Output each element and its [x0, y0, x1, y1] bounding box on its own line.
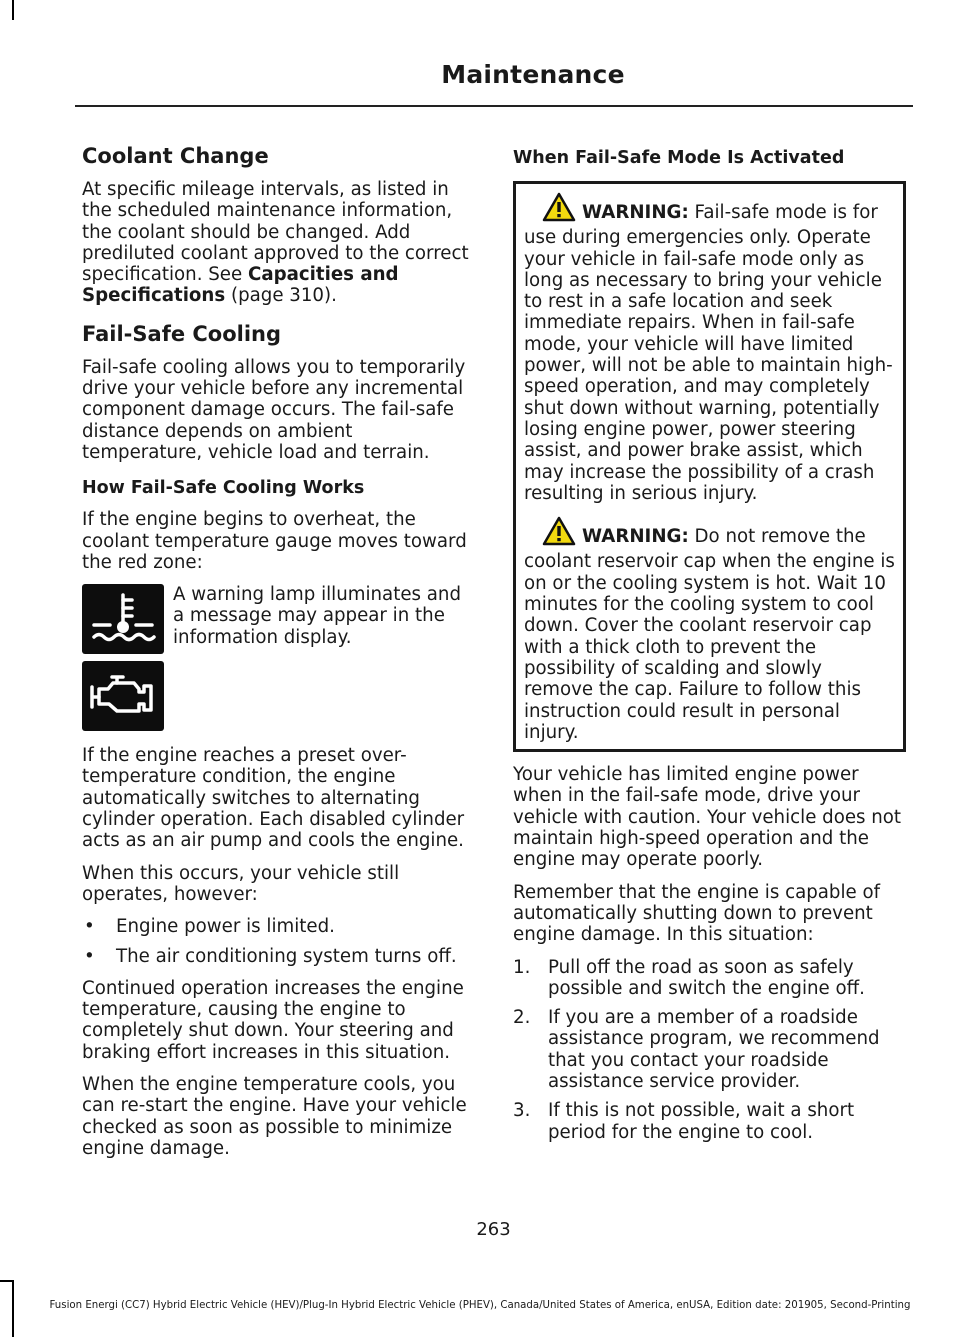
warning-label: WARNING: — [582, 526, 689, 548]
right-column — [513, 143, 906, 1151]
header-divider — [75, 105, 913, 107]
list-item: • The air conditioning system turns off. — [82, 946, 475, 967]
list-item: 1. Pull off the road as soon as safely possible and switch the engine off. — [513, 956, 865, 999]
warning-item — [524, 192, 895, 504]
coolant-change-heading: Coolant Change — [82, 144, 269, 168]
list-item: 2. If you are a member of a roadside assistance program, we recommend that you contact your roadside assistance service provider. — [513, 1007, 880, 1092]
limited-power-paragraph: Your vehicle has limited engine power when in the fail-safe mode, drive your vehicle with caution. Your vehicle does not maintain high-speed operation and the engine may operate poorly. — [513, 764, 902, 871]
fail-safe-paragraph: Fail-safe cooling allows you to temporarily drive your vehicle before any incremental component damage occurs. The fail-safe distance depends on ambient temperature, vehicle load and terrain. — [82, 356, 466, 463]
engine-cools-paragraph: When the engine temperature cools, you can re-start the engine. Have your vehicle checked as soon as possible to minimize engine damage. — [82, 1074, 467, 1159]
warning-box — [513, 181, 906, 752]
continued-operation-paragraph: Continued operation increases the engine temperature, causing the engine to completely shut down. Your steering and braking effort increases in this situation. — [82, 977, 464, 1063]
check-engine-icon — [82, 661, 164, 731]
remember-paragraph: Remember that the engine is capable of automatically shutting down to prevent engine damage. In this situation: — [513, 881, 881, 946]
list-item: 3. If this is not possible, wait a short period for the engine to cool. — [513, 1100, 855, 1143]
over-temperature-paragraph: If the engine reaches a preset over-temperature condition, the engine automatically switches to alternating cylinder operation. Each disabled cylinder acts as an air pump and cools the engine. — [82, 745, 465, 852]
warning-triangle-icon — [542, 192, 576, 227]
page-title: Maintenance — [441, 60, 625, 89]
effects-list — [82, 916, 475, 967]
warning-text: Do not remove the coolant reservoir cap when the engine is on or the cooling system is hot. Wait 10 minutes for the cooling system to cool down. Cover the coolant reservoir cap with a thick cloth to prevent the possibility of scalding and slowly remove the cap. Failure to follow this instruction could result in personal injury. — [524, 526, 895, 743]
how-works-heading: How Fail-Safe Cooling Works — [82, 478, 365, 499]
warning-item — [524, 516, 895, 743]
footer-text: Fusion Energi (CC7) Hybrid Electric Vehicle (HEV)/Plug-In Hybrid Electric Vehicle (PHEV), Canada/United States of America, enUSA, Edition date: 201905, Second-Printing — [49, 1300, 911, 1311]
crop-mark-bottom-left-h — [0, 1280, 14, 1282]
fail-safe-activated-heading: When Fail-Safe Mode Is Activated — [513, 148, 845, 168]
warning-triangle-icon — [542, 516, 576, 551]
warning-text: Fail-safe mode is for use during emergencies only. Operate your vehicle in fail-safe mode only as long as necessary to bring your vehicle to rest in a safe location and seek immediate repairs. When in fail-safe mode, your vehicle will have limited power, will not be able to maintain high-speed operation, and may completely shut down without warning, potentially losing engine power, power steering assist, and power brake assist, which may increase the possibility of a crash resulting in serious injury. — [524, 202, 893, 504]
list-item: • Engine power is limited. — [82, 916, 475, 937]
warning-label: WARNING: — [582, 202, 689, 223]
warning-lamps-row — [82, 584, 475, 731]
coolant-change-paragraph: At specific mileage intervals, as listed in the scheduled maintenance information, the coolant should be changed. Add prediluted coolant approved to the correct specification. See Capacities and Specifications (page 310). — [82, 179, 469, 307]
fail-safe-heading: Fail-Safe Cooling — [82, 321, 282, 346]
steps-list — [513, 957, 906, 1143]
warning-lamp-description: A warning lamp illuminates and a message may appear in the information display. — [173, 584, 461, 648]
crop-mark-top-left — [12, 0, 14, 20]
how-works-intro: If the engine begins to overheat, the coolant temperature gauge moves toward the red zone: — [82, 509, 467, 573]
when-occurs-paragraph: When this occurs, your vehicle still operates, however: — [82, 862, 400, 905]
capacities-link[interactable]: Capacities and Specifications — [82, 264, 399, 307]
left-column — [82, 143, 475, 1170]
page-number: 263 — [476, 1219, 511, 1240]
coolant-temperature-icon — [82, 584, 164, 654]
